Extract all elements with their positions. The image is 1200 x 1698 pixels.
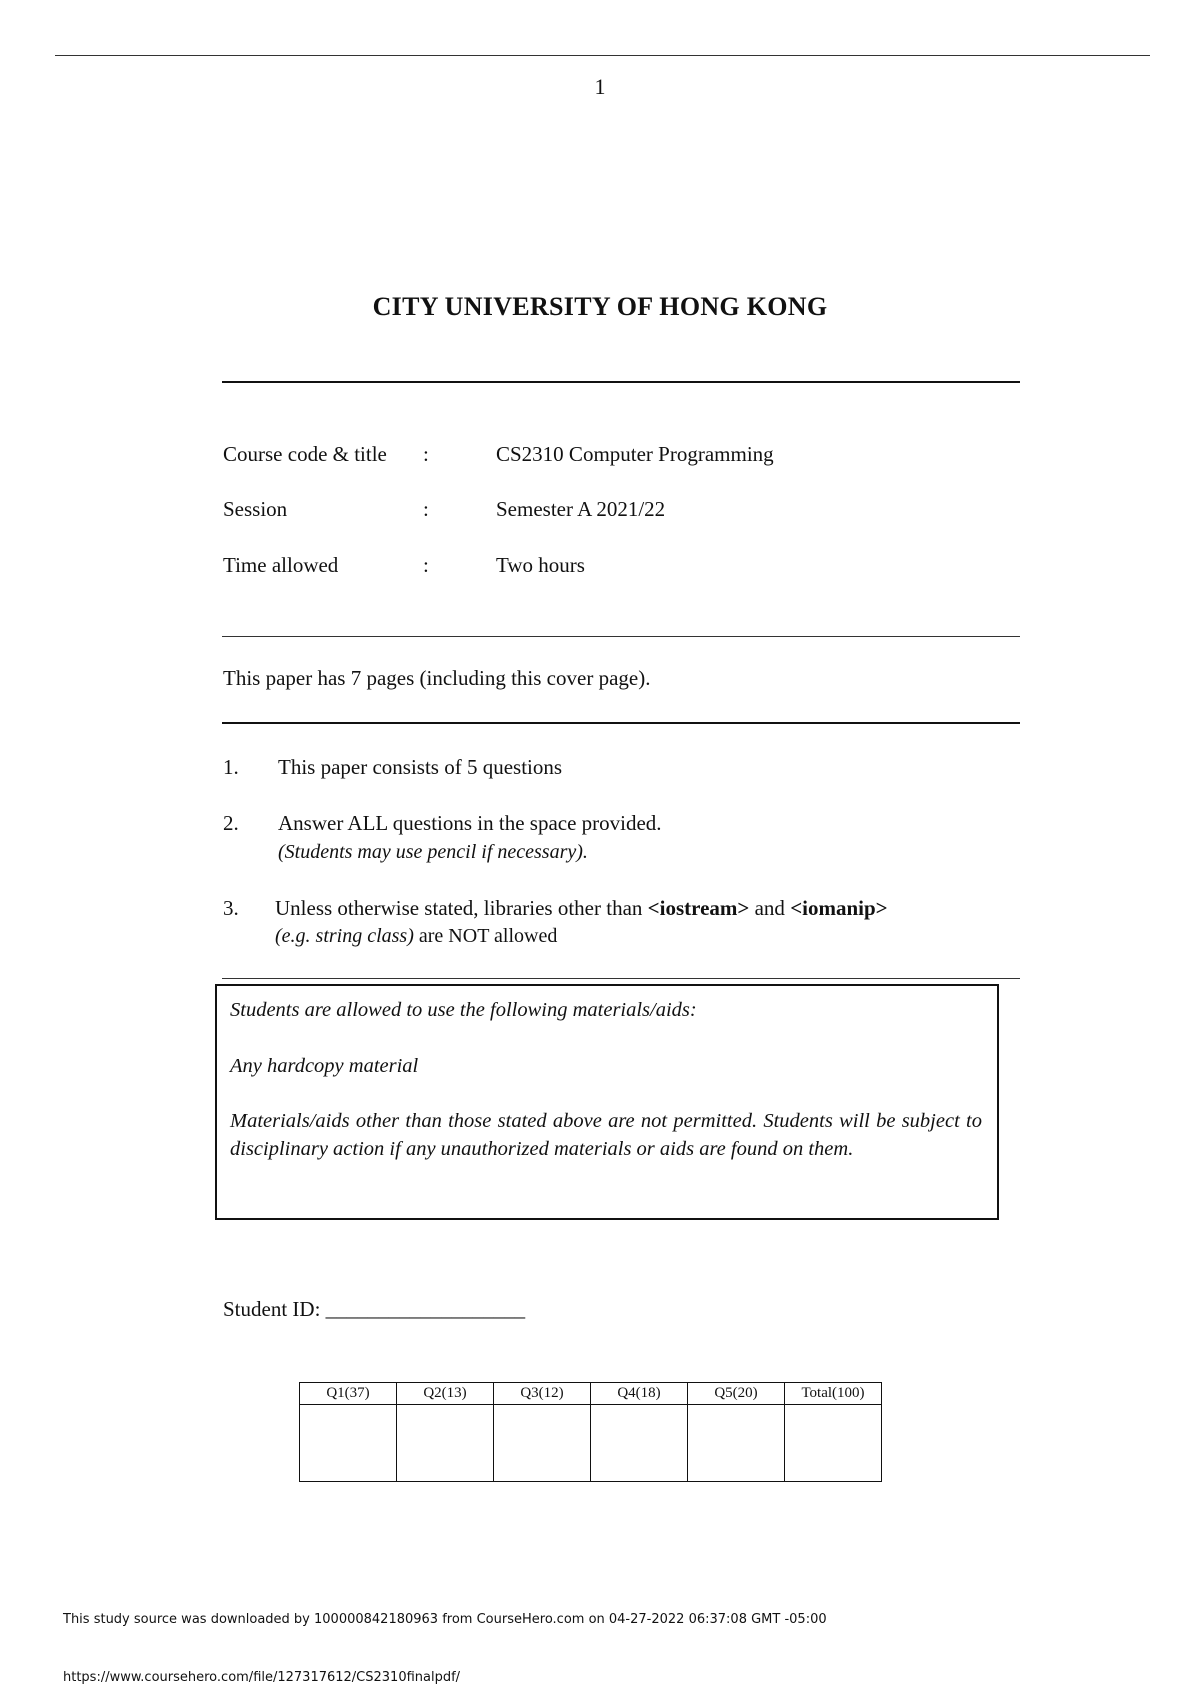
time-value: Two hours — [496, 553, 585, 577]
time-label: Time allowed — [223, 553, 339, 577]
instruction-number: 2. — [223, 811, 239, 835]
score-cell-q2 — [397, 1405, 494, 1482]
source-url[interactable]: https://www.coursehero.com/file/127317612/CS2310finalpdf/ — [63, 1670, 461, 1685]
score-header-q1: Q1(37) — [300, 1383, 397, 1405]
instruction-note-italic: (e.g. string class) — [275, 925, 414, 947]
aids-warning: Materials/aids other than those stated above are not permitted. Students will be subject to disciplinary action if any unauthorized materials or aids are found on them. — [230, 1110, 982, 1160]
score-header-row — [300, 1383, 882, 1405]
aids-item: Any hardcopy material — [230, 1055, 419, 1077]
divider — [222, 636, 1020, 637]
instruction-text — [275, 896, 888, 921]
score-header-q5: Q5(20) — [688, 1383, 785, 1405]
score-entry-row — [300, 1405, 882, 1482]
library-iostream: <iostream> — [647, 896, 750, 920]
student-id-label: Student ID: — [223, 1297, 321, 1321]
divider — [222, 978, 1020, 979]
instruction-text: This paper consists of 5 questions — [278, 755, 563, 779]
score-cell-q5 — [688, 1405, 785, 1482]
score-cell-q3 — [494, 1405, 591, 1482]
course-label: Course code & title — [223, 442, 387, 466]
download-notice: This study source was downloaded by 100000842180963 from CourseHero.com on 04-27-2022 06:37:08 GMT -05:00 — [63, 1612, 827, 1627]
divider — [222, 381, 1020, 383]
score-cell-q4 — [591, 1405, 688, 1482]
permitted-aids-box — [215, 984, 999, 1220]
instruction-note — [275, 925, 557, 948]
instruction-number: 3. — [223, 896, 239, 920]
paper-info: This paper has 7 pages (including this cover page). — [223, 666, 651, 690]
student-id-blank: ___________________ — [325, 1297, 526, 1321]
course-colon: : — [423, 442, 429, 466]
instruction-text-part: and — [749, 896, 791, 920]
aids-heading: Students are allowed to use the following materials/aids: — [230, 999, 697, 1021]
score-header-q4: Q4(18) — [591, 1383, 688, 1405]
session-label: Session — [223, 497, 288, 521]
instruction-text: Answer ALL questions in the space provided. — [278, 811, 662, 835]
score-table — [299, 1382, 882, 1482]
course-value: CS2310 Computer Programming — [496, 442, 774, 466]
score-cell-q1 — [300, 1405, 397, 1482]
divider — [222, 722, 1020, 724]
score-header-total: Total(100) — [785, 1383, 882, 1405]
session-value: Semester A 2021/22 — [496, 497, 666, 521]
time-colon: : — [423, 553, 429, 577]
student-id-field[interactable] — [223, 1297, 525, 1322]
instruction-text-part: Unless otherwise stated, libraries other than — [275, 896, 648, 920]
instruction-note-rest: are NOT allowed — [413, 925, 558, 947]
score-cell-total — [785, 1405, 882, 1482]
page-number: 1 — [594, 74, 606, 99]
instruction-number: 1. — [223, 755, 239, 779]
score-header-q2: Q2(13) — [397, 1383, 494, 1405]
library-iomanip: <iomanip> — [790, 896, 888, 920]
university-title: CITY UNIVERSITY OF HONG KONG — [372, 292, 828, 321]
score-header-q3: Q3(12) — [494, 1383, 591, 1405]
top-rule — [55, 55, 1150, 56]
instruction-note: (Students may use pencil if necessary). — [278, 841, 588, 863]
session-colon: : — [423, 497, 429, 521]
